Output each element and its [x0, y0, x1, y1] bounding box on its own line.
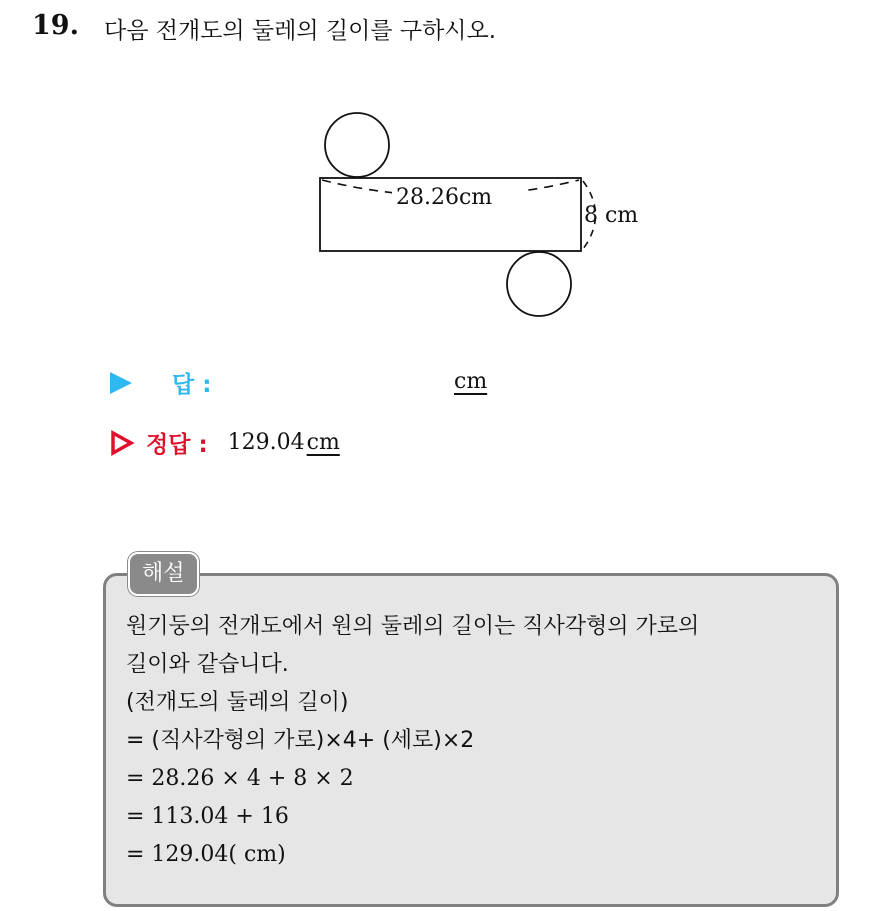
height-label: 8 cm: [584, 203, 639, 228]
correct-answer-value: 129.04: [227, 430, 305, 455]
answer-row: [110, 366, 211, 399]
explanation-tag: 해설: [128, 552, 199, 596]
explanation-line: = (직사각형의 가로)×4+ (세로)×2: [126, 728, 475, 753]
answer-unit: cm: [454, 369, 488, 394]
explanation-line: (전개도의 둘레의 길이): [126, 690, 349, 715]
correct-answer-label: 정답 :: [146, 432, 208, 458]
explanation-line: = 113.04 + 16: [126, 804, 289, 829]
explanation-line: 길이와 같습니다.: [126, 652, 289, 677]
net-diagram: [0, 0, 884, 340]
explanation-text: [126, 608, 830, 874]
question-text: 다음 전개도의 둘레의 길이를 구하시오.: [104, 18, 497, 44]
question-number: 19.: [32, 10, 79, 41]
correct-answer-value-group: [228, 430, 340, 455]
play-outline-icon: [110, 430, 134, 456]
answer-label: 답 :: [172, 372, 212, 398]
play-arrow-icon: [110, 372, 132, 394]
correct-answer-unit: cm: [306, 430, 340, 455]
explanation-line: 원기둥의 전개도에서 원의 둘레의 길이는 직사각형의 가로의: [126, 614, 700, 639]
explanation-line: = 28.26 × 4 + 8 × 2: [126, 766, 354, 791]
bottom-circle: [507, 252, 571, 316]
correct-answer-row: [110, 426, 340, 459]
explanation-line: = 129.04( cm): [126, 842, 286, 867]
width-label: 28.26cm: [396, 185, 493, 210]
top-circle: [325, 113, 389, 177]
